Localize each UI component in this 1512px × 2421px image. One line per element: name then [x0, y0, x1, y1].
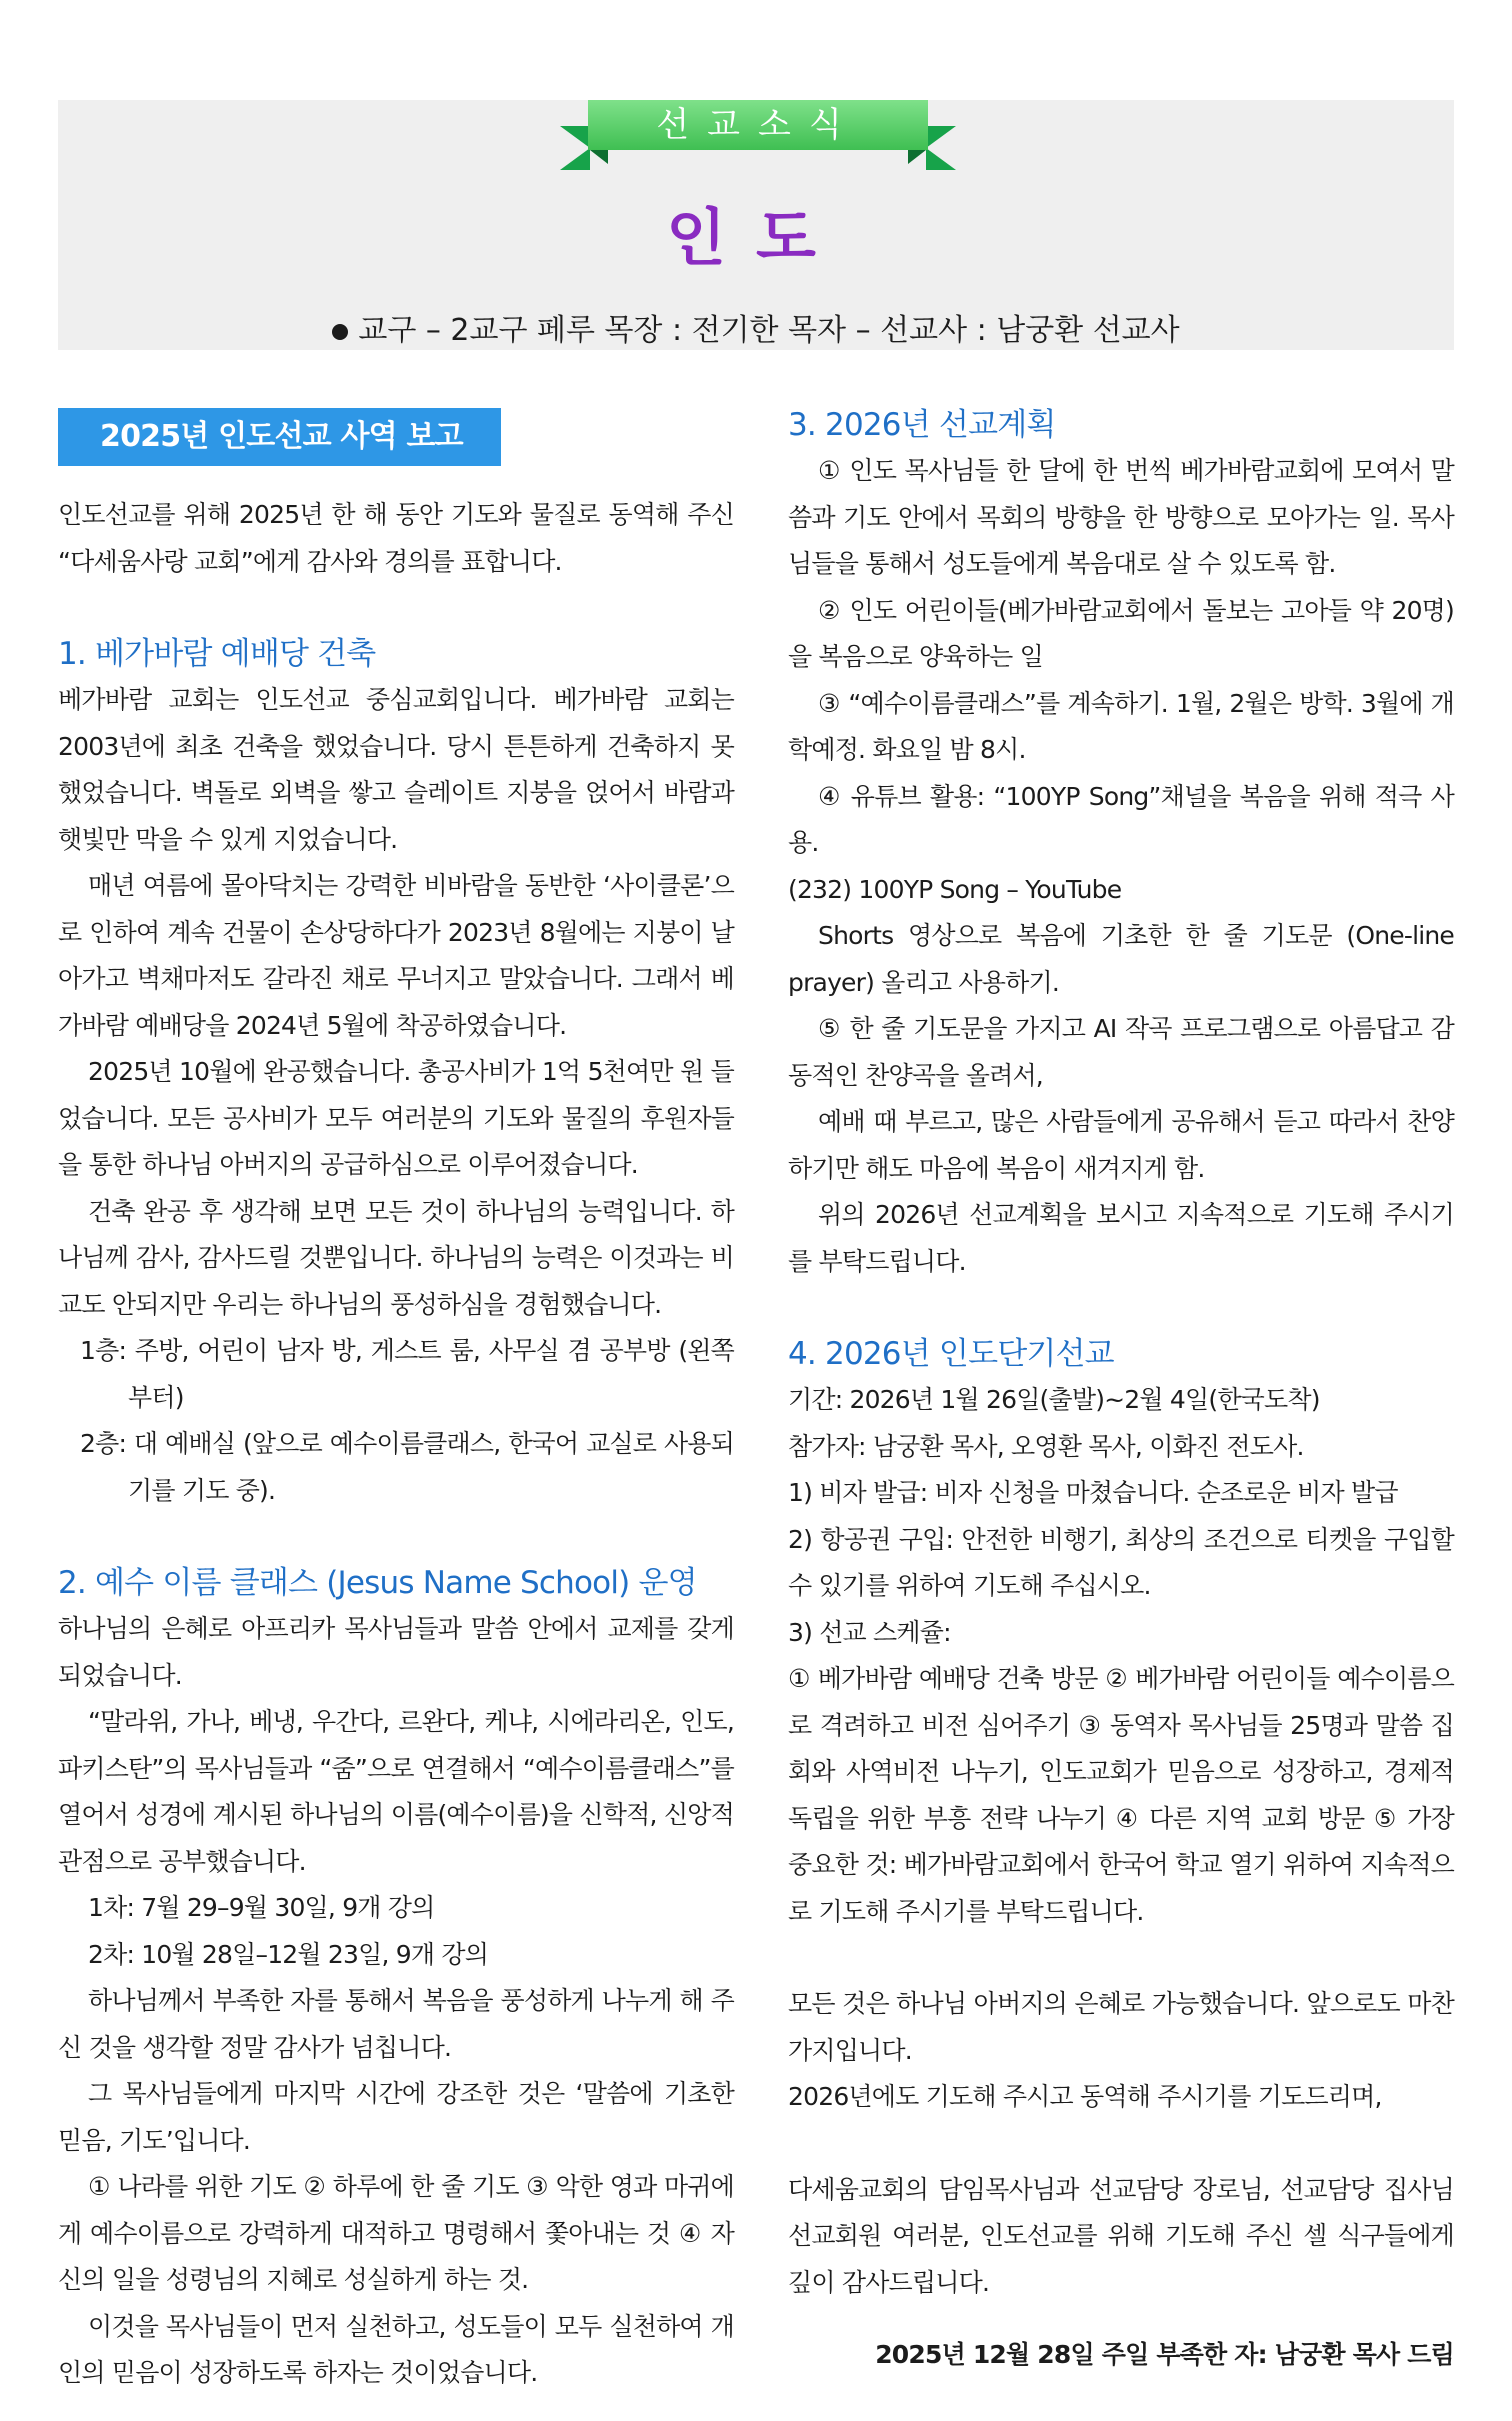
trip-item: 3) 선교 스케쥴:	[788, 1617, 951, 1647]
trip-members: 참가자: 남궁환 목사, 오영환 목사, 이화진 전도사.	[788, 1431, 1304, 1461]
closing-paragraph: 2026년에도 기도해 주시고 동역해 주시기를 기도드리며,	[788, 2082, 1382, 2111]
ribbon-tail-left	[560, 126, 590, 170]
floor-item: 2층: 대 예배실 (앞으로 예수이름클래스, 한국어 교실로 사용되기를 기도 중).	[80, 1429, 734, 1505]
section-heading-1: 1. 베가바람 예배당 건축	[58, 636, 376, 672]
header-banner	[58, 100, 1454, 350]
ribbon-label: 선교소식	[588, 100, 928, 150]
page-title: 인도	[666, 201, 846, 274]
right-column	[788, 402, 1454, 2379]
section-heading-3: 3. 2026년 선교계획	[788, 407, 1056, 443]
plan-item: ① 인도 목사님들 한 달에 한 번씩 베가바람교회에 모여서 말씀과 기도 안에서 목회의 방향을 한 방향으로 모아가는 일. 목사님들을 통해서 성도들에게 복음대로 살 수 있도록 함.	[788, 456, 1454, 578]
left-column	[58, 402, 734, 2397]
floor-item: 1층: 주방, 어린이 남자 방, 게스트 룸, 사무실 겸 공부방 (왼쪽부터)	[80, 1336, 734, 1412]
meta-text: 교구 – 2교구 페루 목장 : 전기한 목자 – 선교사 : 남궁환 선교사	[358, 313, 1180, 348]
paragraph: 하나님께서 부족한 자를 통해서 복음을 풍성하게 나누게 해 주신 것을 생각할 정말 감사가 넘칩니다.	[58, 1986, 734, 2062]
paragraph: “말라위, 가나, 베냉, 우간다, 르완다, 케냐, 시에라리온, 인도, 파키스탄”의 목사님들과 “줌”으로 연결해서 “예수이름클래스”를 열어서 성경에 계시된 하나님의 이름(예수이름)을 신학적, 신앙적 관점으로 공부했습니다.	[58, 1707, 734, 1876]
paragraph: 건축 완공 후 생각해 보면 모든 것이 하나님의 능력입니다. 하나님께 감사, 감사드릴 것뿐입니다. 하나님의 능력은 이것과는 비교도 안되지만 우리는 하나님의 풍성하심을 경험했습니다.	[58, 1196, 734, 1319]
plan-item: ④ 유튜브 활용: “100YP Song”채널을 복음을 위해 적극 사용.	[788, 781, 1454, 857]
trip-item: 1) 비자 발급: 비자 신청을 마쳤습니다. 순조로운 비자 발급	[788, 1478, 1398, 1507]
trip-period: 기간: 2026년 1월 26일(출발)~2월 4일(한국도착)	[788, 1385, 1320, 1414]
header-meta	[58, 305, 1454, 349]
section-ribbon	[578, 100, 938, 150]
paragraph: 하나님의 은혜로 아프리카 목사님들과 말씀 안에서 교제를 갖게 되었습니다.	[58, 1614, 734, 1690]
paragraph: 베가바람 교회는 인도선교 중심교회입니다. 베가바람 교회는 2003년에 최초 건축을 했었습니다. 당시 튼튼하게 건축하지 못했었습니다. 벽돌로 외벽을 쌓고 슬레이트 지붕을 얹어서 바람과 햇빛만 막을 수 있게 지었습니다.	[58, 685, 734, 854]
bullet-icon	[332, 324, 348, 340]
paragraph: 이것을 목사님들이 먼저 실천하고, 성도들이 모두 실천하여 개인의 믿음이 성장하도록 하자는 것이었습니다.	[58, 2311, 734, 2387]
paragraph: 매년 여름에 몰아닥치는 강력한 비바람을 동반한 ‘사이클론’으로 인하여 계속 건물이 손상당하다가 2023년 8월에는 지붕이 날아가고 벽채마저도 갈라진 채로 무너지고 말았습니다. 그래서 베가바람 예배당을 2024년 5월에 착공하였습니다.	[58, 871, 734, 1040]
plan-item-link: (232) 100YP Song – YouTube	[788, 874, 1122, 904]
paragraph: 2025년 10월에 완공했습니다. 총공사비가 1억 5천여만 원 들었습니다. 모든 공사비가 모두 여러분의 기도와 물질의 후원자들을 통한 하나님 아버지의 공급하심으로 이루어졌습니다.	[58, 1057, 734, 1179]
plan-item: ② 인도 어린이들(베가바람교회에서 돌보는 고아들 약 20명)을 복음으로 양육하는 일	[788, 595, 1454, 671]
paragraph: 그 목사님들에게 마지막 시간에 강조한 것은 ‘말씀에 기초한 믿음, 기도’입니다.	[58, 2079, 734, 2155]
closing-paragraph: 모든 것은 하나님 아버지의 은혜로 가능했습니다. 앞으로도 마찬가지입니다.	[788, 1989, 1454, 2065]
plan-item: ③ “예수이름클래스”를 계속하기. 1월, 2월은 방학. 3월에 개학예정. 화요일 밤 8시.	[788, 688, 1454, 764]
section-heading-4: 4. 2026년 인도단기선교	[788, 1336, 1114, 1372]
report-title: 2025년 인도선교 사역 보고	[58, 408, 501, 466]
trip-schedule: ① 베가바람 예배당 건축 방문 ② 베가바람 어린이들 예수이름으로 격려하고 비전 심어주기 ③ 동역자 목사님들 25명과 말씀 집회와 사역비전 나누기, 인도교회가 믿음으로 성장하고, 경제적 독립을 위한 부흥 전략 나누기 ④ 다른 지역 교회 방문 ⑤ 가장 중요한 것: 베가바람교회에서 한국어 학교 열기 위하여 지속적으로 기도해 주시기를 부탁드립니다.	[788, 1664, 1454, 1926]
trip-item: 2) 항공권 구입: 안전한 비행기, 최상의 조건으로 티켓을 구입할 수 있기를 위하여 기도해 주십시오.	[788, 1524, 1454, 1600]
ribbon-tail-right	[926, 126, 956, 170]
paragraph: ① 나라를 위한 기도 ② 하루에 한 줄 기도 ③ 악한 영과 마귀에게 예수이름으로 강력하게 대적하고 명령해서 쫓아내는 것 ④ 자신의 일을 성령님의 지혜로 성실하게 하는 것.	[58, 2172, 734, 2294]
round-item: 2차: 10월 28일–12월 23일, 9개 강의	[88, 1939, 489, 1969]
paragraph: 위의 2026년 선교계획을 보시고 지속적으로 기도해 주시기를 부탁드립니다.	[788, 1200, 1454, 1276]
section-heading-2: 2. 예수 이름 클래스 (Jesus Name School) 운영	[58, 1565, 697, 1601]
ribbon-fold-left	[590, 150, 608, 164]
signature: 2025년 12월 28일 주일 부족한 자: 남궁환 목사 드림	[875, 2340, 1454, 2369]
closing-paragraph: 다세움교회의 담임목사님과 선교담당 장로님, 선교담당 집사님 선교회원 여러분, 인도선교를 위해 기도해 주신 셀 식구들에게 깊이 감사드립니다.	[788, 2174, 1454, 2297]
round-item: 1차: 7월 29–9월 30일, 9개 강의	[88, 1893, 435, 1922]
plan-item: ⑤ 한 줄 기도문을 가지고 AI 작곡 프로그램으로 아름답고 감동적인 찬양곡을 올려서,	[788, 1014, 1454, 1090]
intro-paragraph: 인도선교를 위해 2025년 한 해 동안 기도와 물질로 동역해 주신 “다세움사랑 교회”에게 감사와 경의를 표합니다.	[58, 500, 734, 576]
plan-item: 예배 때 부르고, 많은 사람들에게 공유해서 듣고 따라서 찬양하기만 해도 마음에 복음이 새겨지게 함.	[788, 1107, 1454, 1183]
ribbon-fold-right	[908, 150, 926, 164]
plan-item: Shorts 영상으로 복음에 기초한 한 줄 기도문 (One-line prayer) 올리고 사용하기.	[788, 921, 1454, 997]
